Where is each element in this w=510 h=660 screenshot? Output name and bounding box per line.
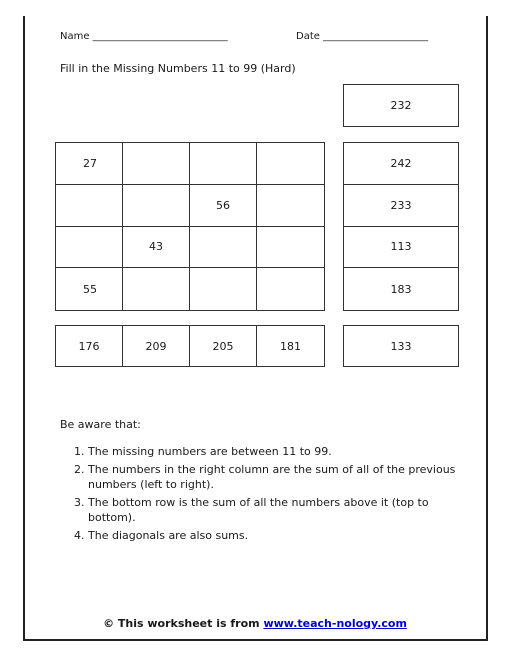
note-item: 3. The bottom row is the sum of all the numbers above it (top to bottom). xyxy=(88,496,470,525)
date-field: Date _____________________ xyxy=(296,31,429,42)
column-sum-3: 205 xyxy=(190,326,257,366)
grid-cell-r4c3 xyxy=(190,268,257,310)
grid-cell-r1c1: 27 xyxy=(56,143,123,185)
grid-cell-r4c4 xyxy=(257,268,324,310)
notes-section xyxy=(60,418,470,548)
note-item: 1. The missing numbers are between 11 to 99. xyxy=(88,445,470,460)
notes-list xyxy=(60,445,470,544)
name-field: Name ___________________________ xyxy=(60,31,228,42)
grid-cell-r4c1: 55 xyxy=(56,268,123,310)
row-sum-4: 183 xyxy=(390,282,412,296)
grid-cell-r3c2: 43 xyxy=(123,227,190,269)
header-row xyxy=(60,31,460,45)
grid-cell-r1c3 xyxy=(190,143,257,185)
grid-cell-r2c2 xyxy=(123,185,190,227)
footer xyxy=(0,617,510,630)
notes-title: Be aware that: xyxy=(60,418,141,431)
grid-cell-r2c3: 56 xyxy=(190,185,257,227)
number-grid xyxy=(55,142,325,311)
diagonal-top-sum: 232 xyxy=(343,84,459,127)
note-item: 4. The diagonals are also sums. xyxy=(88,529,470,544)
diagonal-bottom-sum: 133 xyxy=(343,325,459,367)
worksheet-instruction: Fill in the Missing Numbers 11 to 99 (Hard) xyxy=(60,62,296,75)
row-sums-column xyxy=(343,142,459,311)
row-sum-2: 233 xyxy=(344,185,458,227)
footer-link[interactable]: www.teach-nology.com xyxy=(263,617,407,630)
grid-cell-r2c4 xyxy=(257,185,324,227)
column-sum-1: 176 xyxy=(56,326,123,366)
column-sum-4: 181 xyxy=(280,339,301,353)
grid-cell-r3c4 xyxy=(257,227,324,269)
column-sum-2: 209 xyxy=(123,326,190,366)
grid-cell-r1c2 xyxy=(123,143,190,185)
grid-cell-r1c4 xyxy=(257,143,324,185)
grid-cell-r3c3 xyxy=(190,227,257,269)
grid-cell-r2c1 xyxy=(56,185,123,227)
grid-cell-r4c2 xyxy=(123,268,190,310)
grid-cell-r3c1 xyxy=(56,227,123,269)
row-sum-3: 113 xyxy=(344,227,458,269)
column-sums-row xyxy=(55,325,325,367)
row-sum-1: 242 xyxy=(344,143,458,185)
note-item: 2. The numbers in the right column are the sum of all of the previous numbers (left to right). xyxy=(88,463,470,492)
footer-text: © This worksheet is from xyxy=(103,617,264,630)
